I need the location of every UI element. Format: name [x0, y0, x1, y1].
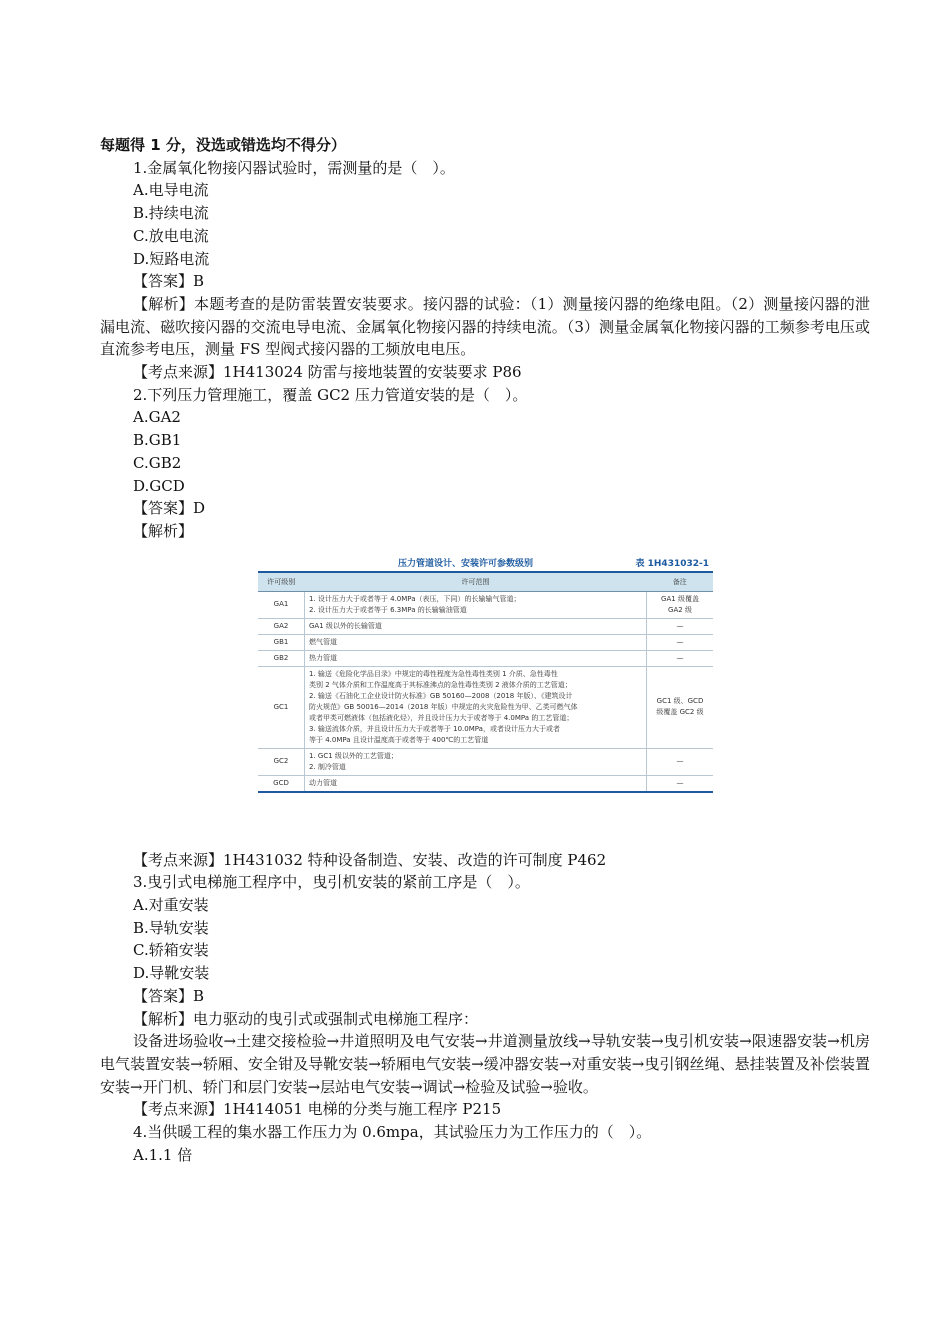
table-row [258, 634, 713, 650]
table-header-scope: 许可范围 [305, 572, 647, 592]
q3-procedure: 设备进场验收→土建交接检验→井道照明及电气安装→井道测量放线→导轨安装→曳引机安装→限速器安装→机房电气装置安装→轿厢、安全钳及导靴安装→轿厢电气安装→缓冲器安装→对重安装→曳引钢丝绳、悬挂装置及补偿装置安装→开门机、轿门和层门安装→层站电气安装→调试→检验及试验→验收。 [100, 1032, 870, 1096]
table-cell-note-line: GA2 级 [668, 605, 692, 614]
q2-option-b: B.GB1 [133, 431, 182, 450]
table-row [258, 775, 713, 792]
q2-source: 【考点来源】1H431032 特种设备制造、安装、改造的许可制度 P462 [133, 850, 607, 869]
table-cell-scope-line: 动力管道 [309, 778, 337, 787]
q4-stem: 4.当供暖工程的集水器工作压力为 0.6mpa，其试验压力为工作压力的（ ）。 [133, 1123, 652, 1142]
table-cell-scope-line: 1. 输送《危险化学品目录》中规定的毒性程度为急性毒性类别 1 介质、急性毒性 [309, 669, 558, 678]
table-header-level: 许可级别 [258, 572, 305, 592]
table-cell-note-line: — [676, 637, 684, 646]
table-cell-note [647, 650, 714, 666]
q3-answer: 【答案】B [133, 986, 205, 1005]
q1-option-a: A.电导电流 [133, 181, 209, 200]
table-cell-level: GA1 [258, 591, 305, 618]
table-row [258, 666, 713, 748]
table-cell-scope-line: 2. 输送《石油化工企业设计防火标准》GB 50160—2008（2018 年版）、《建筑设计 [309, 691, 573, 700]
q1-answer: 【答案】B [133, 272, 205, 291]
table-cell-scope-line: 等于 4.0MPa 且设计温度高于或者等于 400℃的工艺管道 [309, 735, 489, 744]
table-cell-scope-line: 热力管道 [309, 653, 337, 662]
table-cell-scope-line: GA1 级以外的长输管道 [309, 621, 382, 630]
table-cell-note-line: GA1 级覆盖 [661, 594, 699, 603]
q3-stem: 3.曳引式电梯施工程序中，曳引机安装的紧前工序是（ ）。 [133, 873, 530, 892]
pressure-pipe-table [258, 571, 713, 793]
table-row [258, 650, 713, 666]
q4-option-a: A.1.1 倍 [133, 1145, 193, 1164]
table-cell-level: GB2 [258, 650, 305, 666]
table-cell-note [647, 666, 714, 748]
table-cell-note-line: — [676, 653, 684, 662]
table-cell-level: GC1 [258, 666, 305, 748]
table-row [258, 748, 713, 775]
table-cell-scope-line: 2. 制冷管道 [309, 762, 346, 771]
table-cell-note [647, 618, 714, 634]
table-title: 压力管道设计、安装许可参数级别 [398, 558, 534, 569]
table-cell-scope [305, 748, 647, 775]
table-cell-level: GC2 [258, 748, 305, 775]
table-cell-level: GA2 [258, 618, 305, 634]
table-cell-note [647, 748, 714, 775]
table-row [258, 591, 713, 618]
table-row [258, 618, 713, 634]
q3-source: 【考点来源】1H414051 电梯的分类与施工程序 P215 [133, 1100, 502, 1119]
q3-option-d: D.导靴安装 [133, 964, 210, 983]
document-content [100, 134, 870, 1167]
table-cell-note-line: — [676, 621, 684, 630]
q1-option-b: B.持续电流 [133, 204, 209, 223]
table-cell-scope-line: 类别 2 气体介质和工作温度高于其标准沸点的急性毒性类别 2 液体介质的工艺管道； [309, 680, 572, 689]
q1-source: 【考点来源】1H413024 防雷与接地装置的安装要求 P86 [133, 363, 522, 382]
table-cell-scope-line: 1. GC1 级以外的工艺管道； [309, 751, 398, 760]
table-cell-scope-line: 2. 设计压力大于或者等于 6.3MPa 的长输输油管道 [309, 605, 467, 614]
pressure-pipe-table-figure [258, 553, 713, 843]
q1-analysis: 【解析】本题考查的是防雷装置安装要求。接闪器的试验：（1）测量接闪器的绝缘电阻。（2）测量接闪器的泄漏电流、磁吹接闪器的交流电导电流、金属氧化物接闪器的持续电流。（3）测量金属氧化物接闪器的工频参考电压或直流参考电压，测量 FS 型阀式接闪器的工频放电电压。 [100, 294, 870, 359]
table-cell-note [647, 634, 714, 650]
q1-option-d: D.短路电流 [133, 249, 210, 268]
table-cell-scope-line: 燃气管道 [309, 637, 337, 646]
table-cell-scope-line: 防火规范》GB 50016—2014（2018 年版）中规定的火灾危险性为甲、乙类可燃气体 [309, 702, 578, 711]
table-cell-scope-line: 1. 设计压力大于或者等于 4.0MPa（表压，下同）的长输输气管道； [309, 594, 521, 603]
table-cell-scope [305, 618, 647, 634]
table-body [258, 591, 713, 792]
table-cell-level: GB1 [258, 634, 305, 650]
table-cell-scope-line: 3. 输送流体介质，并且设计压力大于或者等于 10.0MPa，或者设计压力大于或者 [309, 724, 560, 733]
table-cell-note-line: — [676, 778, 684, 787]
table-header-row [258, 572, 713, 592]
q2-option-c: C.GB2 [133, 453, 182, 472]
q3-analysis: 【解析】电力驱动的曳引式或强制式电梯施工程序： [133, 1009, 479, 1028]
table-cell-scope [305, 650, 647, 666]
table-header-note: 备注 [647, 572, 714, 592]
table-cell-note [647, 591, 714, 618]
table-cell-note-line: GC1 级、GCD [656, 697, 704, 706]
table-number: 表 1H431032-1 [635, 558, 709, 569]
table-cell-level: GCD [258, 775, 305, 792]
q3-option-a: A.对重安装 [133, 896, 209, 915]
q1-option-c: C.放电电流 [133, 226, 209, 245]
table-cell-note-line: — [676, 757, 684, 766]
table-cell-scope-line: 或者甲类可燃液体（包括液化烃），并且设计压力大于或者等于 4.0MPa 的工艺管道； [309, 713, 574, 722]
table-cell-scope [305, 634, 647, 650]
table-cell-note-line: 级覆盖 GC2 级 [656, 708, 704, 717]
q2-option-d: D.GCD [133, 476, 185, 495]
table-cell-scope [305, 775, 647, 792]
q3-option-b: B.导轨安装 [133, 918, 209, 937]
table-cell-scope [305, 666, 647, 748]
section-header: 每题得 1 分，没选或错选均不得分） [100, 136, 346, 154]
q2-stem: 2.下列压力管理施工，覆盖 GC2 压力管道安装的是（ ）。 [133, 385, 528, 404]
q3-option-c: C.轿箱安装 [133, 941, 209, 960]
q1-stem: 1.金属氧化物接闪器试验时，需测量的是（ ）。 [133, 158, 455, 177]
table-cell-note [647, 775, 714, 792]
table-caption [258, 553, 713, 571]
table-cell-scope [305, 591, 647, 618]
q2-option-a: A.GA2 [133, 408, 181, 427]
q2-analysis-label: 【解析】 [133, 521, 194, 540]
q2-answer: 【答案】D [133, 499, 206, 518]
